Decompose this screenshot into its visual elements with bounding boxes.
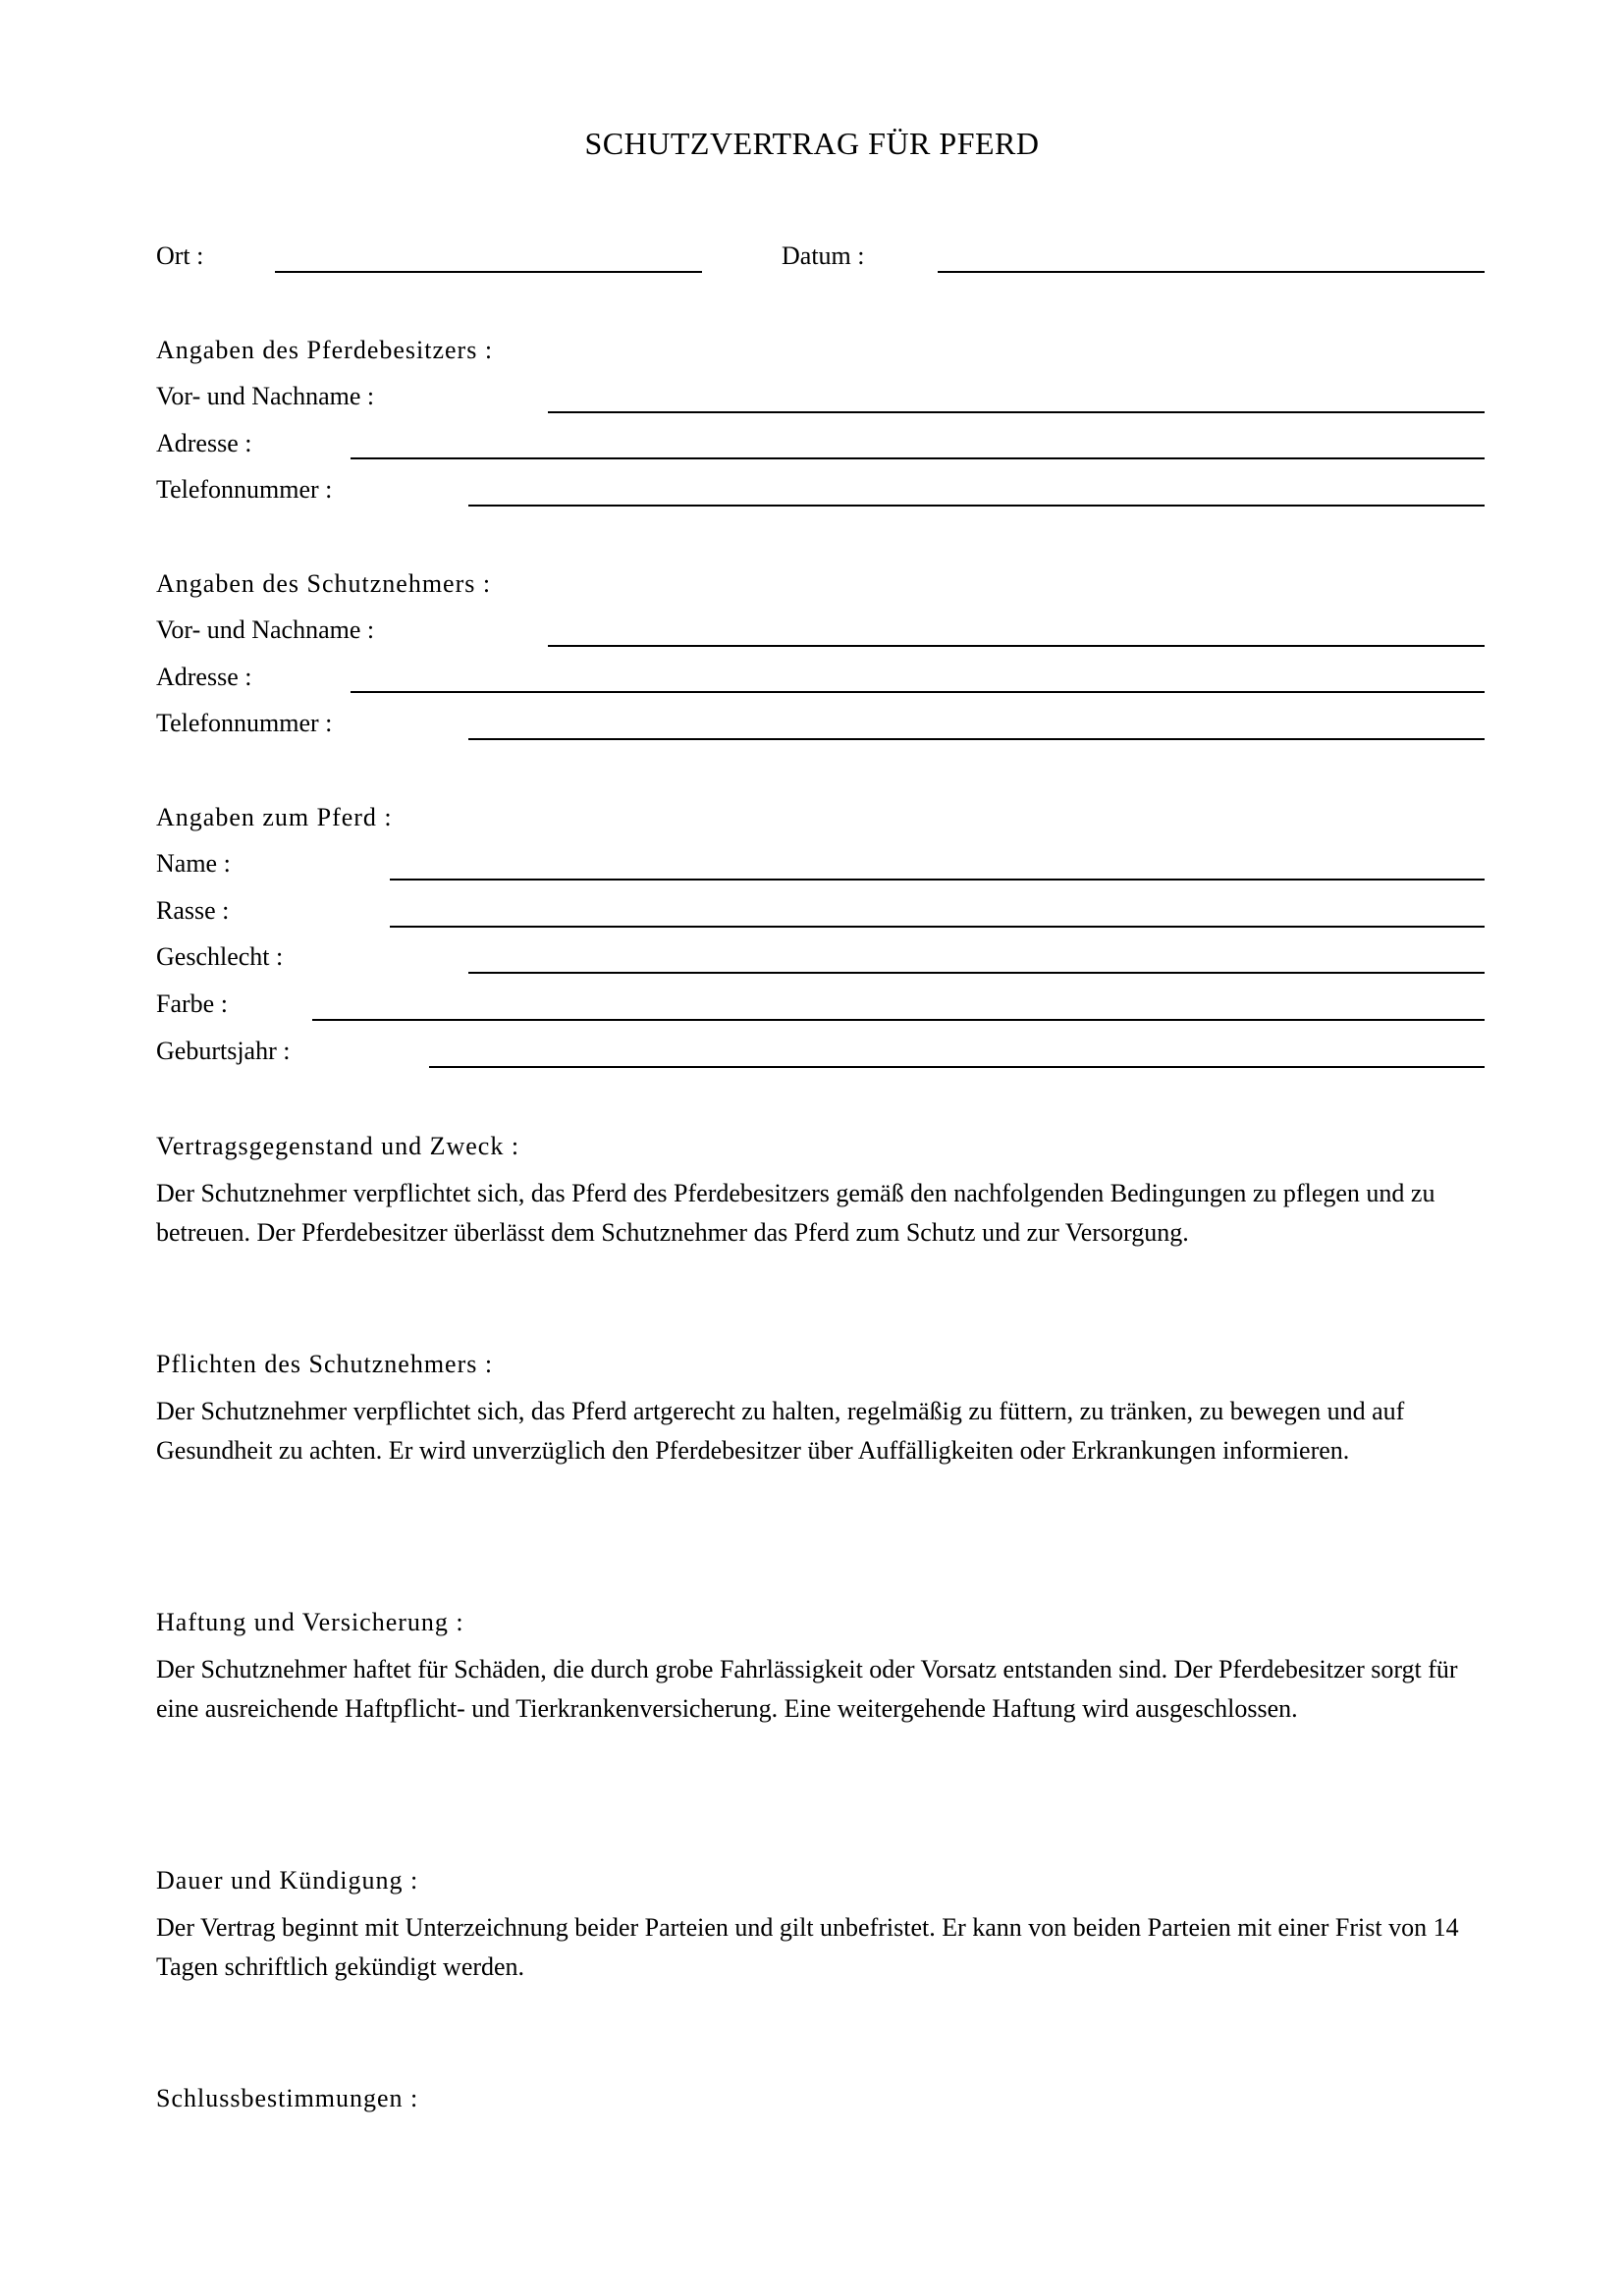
owner-name-label: Vor- und Nachname : <box>156 382 375 410</box>
horse-heading: Angaben zum Pferd : <box>156 803 393 831</box>
section-liability-text: Der Schutznehmer haftet für Schäden, die durch grobe Fahrlässigkeit oder Vorsatz entstanden sind. Der Pferdebesitzer sorgt für eine ausreichende Haftpflicht- und Tierkrankenversicherung. Eine weitergehende Haftung wird ausgeschlossen. <box>156 1655 1458 1723</box>
caretaker-address-field[interactable] <box>351 691 1485 693</box>
horse-breed-label: Rasse : <box>156 896 230 925</box>
date-label: Datum : <box>782 241 865 270</box>
caretaker-name-label: Vor- und Nachname : <box>156 615 375 644</box>
section-purpose-heading: Vertragsgegenstand und Zweck : <box>156 1132 520 1160</box>
owner-phone-field[interactable] <box>468 505 1485 507</box>
section-duties-heading: Pflichten des Schutznehmers : <box>156 1350 494 1378</box>
section-duties-text: Der Schutznehmer verpflichtet sich, das Pferd artgerecht zu halten, regelmäßig zu füttern, zu tränken, zu bewegen und auf Gesundheit zu achten. Er wird unverzüglich den Pferdebesitzer über Auffälligkeiten oder Erkrankungen informieren. <box>156 1397 1405 1465</box>
owner-address-field[interactable] <box>351 457 1485 459</box>
horse-name-label: Name : <box>156 849 231 878</box>
horse-birth-year-field[interactable] <box>429 1066 1485 1068</box>
owner-heading: Angaben des Pferdebesitzers : <box>156 336 494 364</box>
section-purpose-text: Der Schutznehmer verpflichtet sich, das Pferd des Pferdebesitzers gemäß den nachfolgenden Bedingungen zu pflegen und zu betreuen. Der Pferdebesitzer überlässt dem Schutznehmer das Pferd zum Schutz und zur Versorgung. <box>156 1179 1435 1247</box>
owner-address-label: Adresse : <box>156 429 252 457</box>
horse-name-field[interactable] <box>390 879 1485 881</box>
caretaker-phone-field[interactable] <box>468 738 1485 740</box>
place-field[interactable] <box>275 271 702 273</box>
horse-birth-year-label: Geburtsjahr : <box>156 1037 291 1065</box>
horse-color-field[interactable] <box>312 1019 1485 1021</box>
place-label: Ort : <box>156 241 204 270</box>
section-liability-heading: Haftung und Versicherung : <box>156 1608 464 1636</box>
section-termination-text: Der Vertrag beginnt mit Unterzeichnung beider Parteien und gilt unbefristet. Er kann von beiden Parteien mit einer Frist von 14 Tagen schriftlich gekündigt werden. <box>156 1913 1459 1981</box>
caretaker-address-label: Adresse : <box>156 663 252 691</box>
caretaker-phone-label: Telefonnummer : <box>156 709 333 737</box>
date-field[interactable] <box>938 271 1485 273</box>
owner-name-field[interactable] <box>548 411 1485 413</box>
horse-color-label: Farbe : <box>156 989 228 1018</box>
horse-sex-field[interactable] <box>468 972 1485 974</box>
horse-sex-label: Geschlecht : <box>156 942 284 971</box>
document-title: SCHUTZVERTRAG FÜR PFERD <box>584 126 1040 161</box>
caretaker-name-field[interactable] <box>548 645 1485 647</box>
caretaker-heading: Angaben des Schutznehmers : <box>156 569 492 598</box>
section-final-heading: Schlussbestimmungen : <box>156 2084 419 2112</box>
owner-phone-label: Telefonnummer : <box>156 475 333 504</box>
horse-breed-field[interactable] <box>390 926 1485 928</box>
section-termination-heading: Dauer und Kündigung : <box>156 1866 419 1895</box>
